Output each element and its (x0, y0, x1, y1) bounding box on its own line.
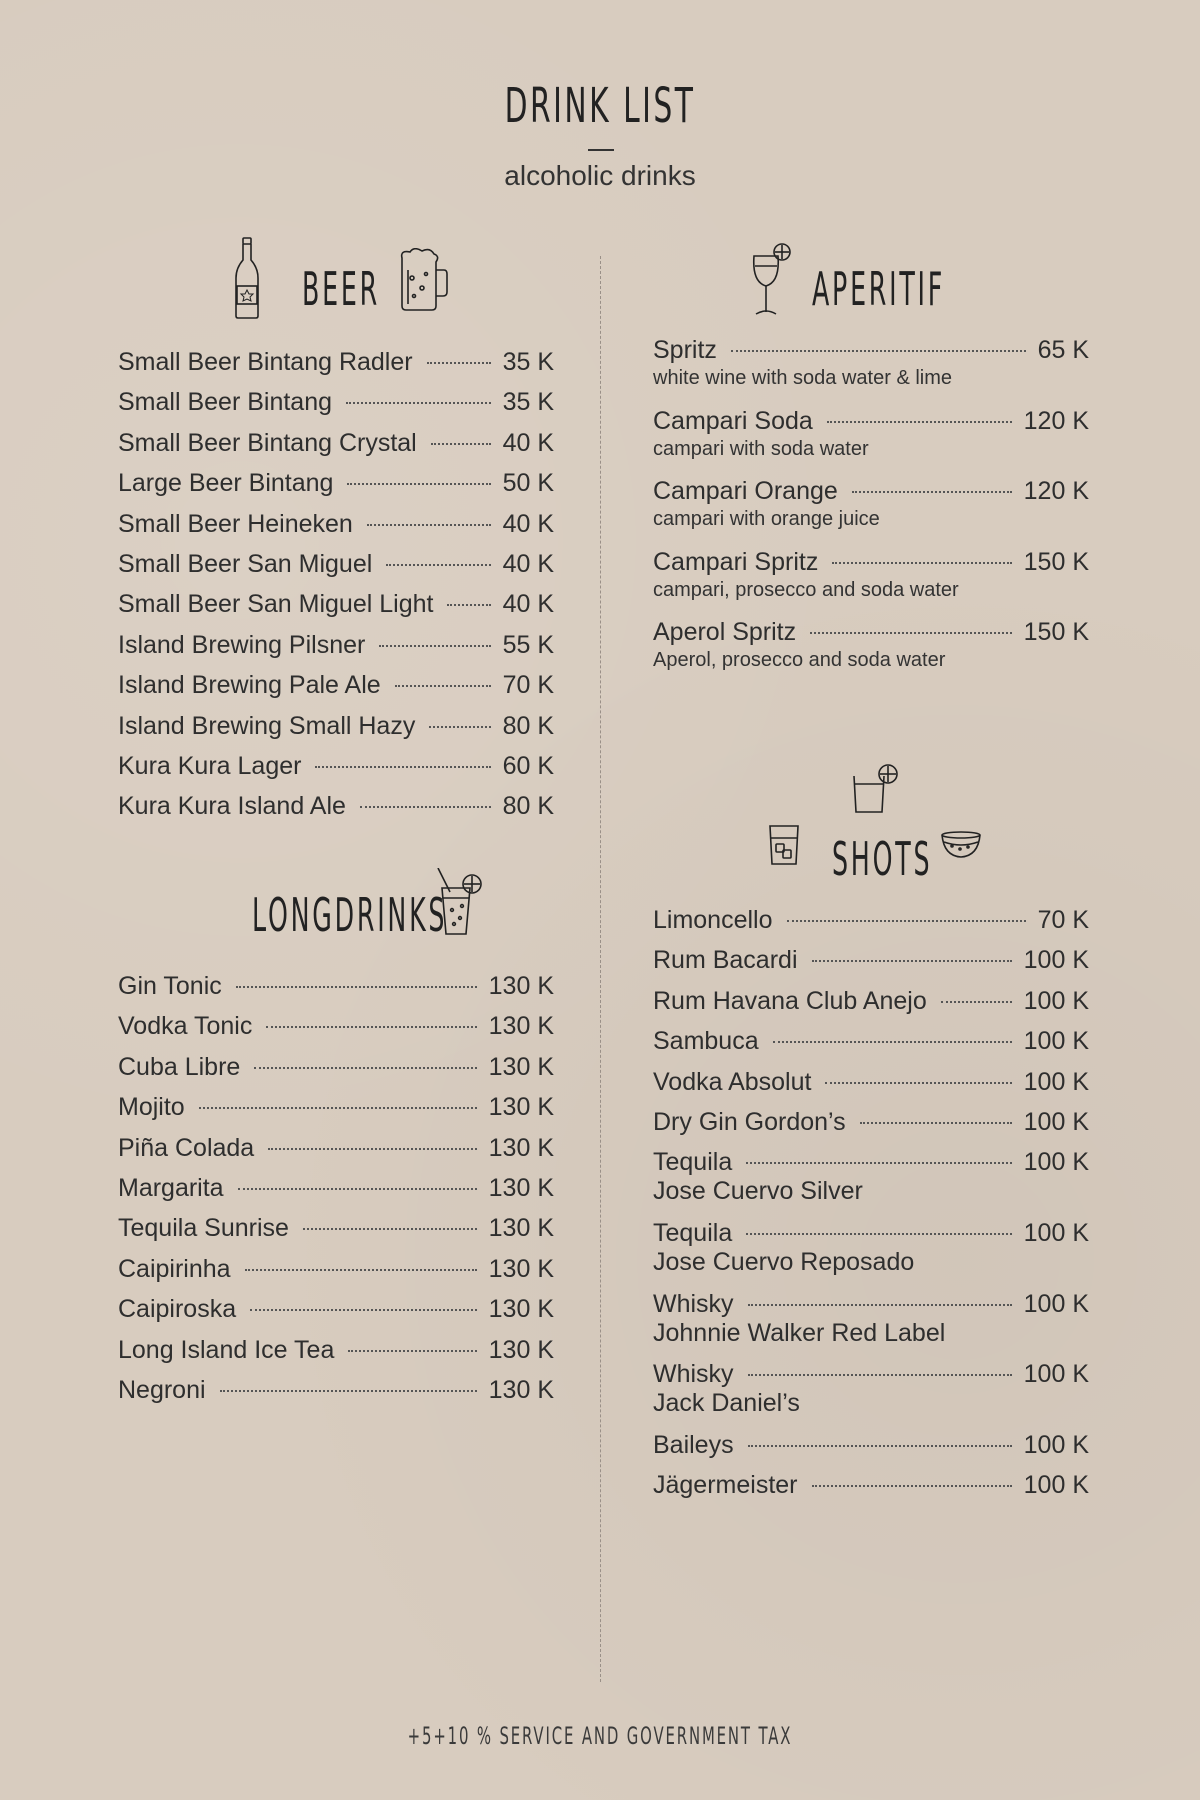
list-item: Aperol Spritz 150 K Aperol, prosecco and soda water (653, 618, 1089, 672)
list-item: Caipirinha 130 K (118, 1254, 554, 1283)
section-title-shots: SHOTS (832, 832, 933, 886)
list-item: Long Island Ice Tea 130 K (118, 1335, 554, 1364)
list-item: Small Beer Bintang Crystal 40 K (118, 428, 554, 457)
beer-bottle-icon (232, 236, 262, 320)
section-title-beer: BEER (302, 262, 380, 316)
list-item: Island Brewing Pale Ale 70 K (118, 671, 554, 700)
list-item: Margarita 130 K (118, 1173, 554, 1202)
list-item: Vodka Absolut 100 K (653, 1067, 1089, 1096)
list-item: Island Brewing Pilsner 55 K (118, 630, 554, 659)
list-item: Whisky 100 K Jack Daniel’s (653, 1360, 1089, 1418)
list-item: Campari Orange 120 K campari with orange juice (653, 477, 1089, 531)
list-item: Tequila Sunrise 130 K (118, 1214, 554, 1243)
list-item: Whisky 100 K Johnnie Walker Red Label (653, 1289, 1089, 1347)
wine-glass-icon (748, 242, 792, 318)
list-item: Kura Kura Island Ale 80 K (118, 792, 554, 821)
list-item: Cuba Libre 130 K (118, 1052, 554, 1081)
list-item: Limoncello 70 K (653, 906, 1089, 934)
title-divider (588, 149, 614, 151)
list-item: Caipiroska 130 K (118, 1295, 554, 1324)
list-item: Campari Soda 120 K campari with soda water (653, 406, 1089, 460)
list-item: Baileys 100 K (653, 1430, 1089, 1459)
aperitif-list (653, 336, 1089, 689)
section-title-aperitif: APERITIF (812, 262, 946, 316)
tax-note: +5+10 % SERVICE AND GOVERNMENT TAX (407, 1722, 793, 1750)
beer-list (118, 348, 554, 833)
bowl-icon (940, 830, 982, 860)
list-item: Rum Bacardi 100 K (653, 946, 1089, 975)
list-item: Island Brewing Small Hazy 80 K (118, 711, 554, 740)
list-item: Spritz 65 K white wine with soda water & lime (653, 336, 1089, 389)
list-item: Gin Tonic 130 K (118, 972, 554, 1000)
list-item: Large Beer Bintang 50 K (118, 469, 554, 498)
page-subtitle: alcoholic drinks (504, 160, 696, 191)
page-title: DRINK LIST (504, 78, 696, 134)
list-item: Negroni 130 K (118, 1375, 554, 1404)
list-item: Small Beer Heineken 40 K (118, 509, 554, 538)
shots-list (653, 906, 1089, 1512)
list-item: Rum Havana Club Anejo 100 K (653, 986, 1089, 1015)
list-item: Tequila 100 K Jose Cuervo Silver (653, 1148, 1089, 1206)
rocks-glass-icon (852, 762, 900, 814)
longdrink-glass-icon (432, 868, 484, 936)
list-item: Tequila 100 K Jose Cuervo Reposado (653, 1218, 1089, 1276)
list-item: Small Beer Bintang 35 K (118, 388, 554, 417)
list-item: Vodka Tonic 130 K (118, 1012, 554, 1041)
list-item: Campari Spritz 150 K campari, prosecco and soda water (653, 547, 1089, 601)
list-item: Jägermeister 100 K (653, 1471, 1089, 1500)
list-item: Kura Kura Lager 60 K (118, 751, 554, 780)
column-divider (600, 256, 601, 1682)
list-item: Piña Colada 130 K (118, 1133, 554, 1162)
longdrinks-list (118, 972, 554, 1416)
list-item: Small Beer San Miguel Light 40 K (118, 590, 554, 619)
beer-mug-icon (396, 248, 448, 312)
shot-glass-icon (768, 824, 800, 866)
list-item: Mojito 130 K (118, 1093, 554, 1122)
list-item: Sambuca 100 K (653, 1027, 1089, 1056)
list-item: Small Beer San Miguel 40 K (118, 549, 554, 578)
list-item: Dry Gin Gordon’s 100 K (653, 1107, 1089, 1136)
section-title-longdrinks: LONGDRINKS (252, 888, 448, 942)
list-item: Small Beer Bintang Radler 35 K (118, 348, 554, 376)
